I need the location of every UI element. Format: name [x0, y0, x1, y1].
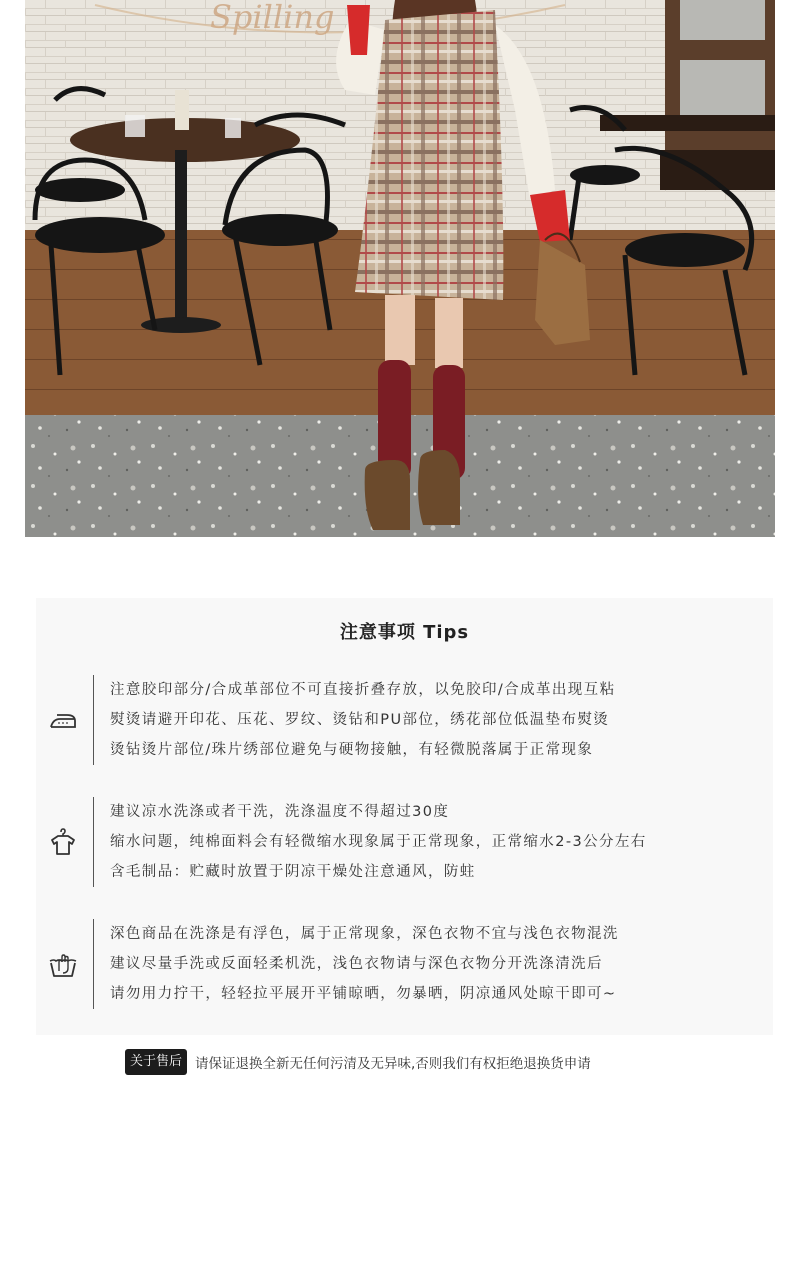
tips-title: 注意事项 Tips	[339, 622, 470, 643]
tip-divider	[93, 919, 94, 1009]
wall-sign: Spilling	[210, 0, 335, 36]
tip-line: 建议尽量手洗或反面轻柔机洗，浅色衣物请与深色衣物分开洗涤清洗后	[110, 956, 603, 972]
product-photo	[25, 0, 775, 537]
tip-line: 含毛制品：贮藏时放置于阴凉干燥处注意通风，防蛀	[110, 864, 476, 880]
after-sales-text: 请保证退换全新无任何污清及无异味,否则我们有权拒绝退换货申请	[195, 1056, 591, 1072]
tip-line: 烫钻烫片部位/珠片绣部位避免与硬物接触，有轻微脱落属于正常现象	[110, 742, 594, 758]
tip-line: 注意胶印部分/合成革部位不可直接折叠存放，以免胶印/合成革出现互粘	[110, 682, 616, 698]
tip-lines	[110, 797, 763, 887]
tip-divider	[93, 675, 94, 765]
tip-lines	[110, 675, 763, 765]
tip-line: 缩水问题，纯棉面料会有轻微缩水现象属于正常现象，正常缩水2-3公分左右	[110, 834, 647, 850]
tip-line: 深色商品在洗涤是有浮色，属于正常现象，深色衣物不宜与浅色衣物混洗	[110, 926, 619, 942]
tip-line: 建议凉水洗涤或者干洗，洗涤温度不得超过30度	[110, 804, 450, 820]
after-sales-badge: 关于售后	[125, 1049, 187, 1075]
shirt-hanger-icon	[48, 827, 78, 857]
tip-group-washing	[36, 797, 773, 887]
iron-icon	[48, 705, 78, 735]
tip-line: 熨烫请避开印花、压花、罗纹、烫钻和PU部位，绣花部位低温垫布熨烫	[110, 712, 610, 728]
tip-group-color	[36, 919, 773, 1009]
tip-lines	[110, 919, 763, 1009]
tip-line: 请勿用力拧干，轻轻拉平展开平铺晾晒，勿暴晒，阴凉通风处晾干即可~	[110, 986, 617, 1002]
tip-divider	[93, 797, 94, 887]
hand-wash-icon	[48, 949, 78, 979]
tip-group-ironing	[36, 675, 773, 765]
after-sales-notice	[125, 1048, 591, 1076]
tips-card	[36, 598, 773, 1035]
